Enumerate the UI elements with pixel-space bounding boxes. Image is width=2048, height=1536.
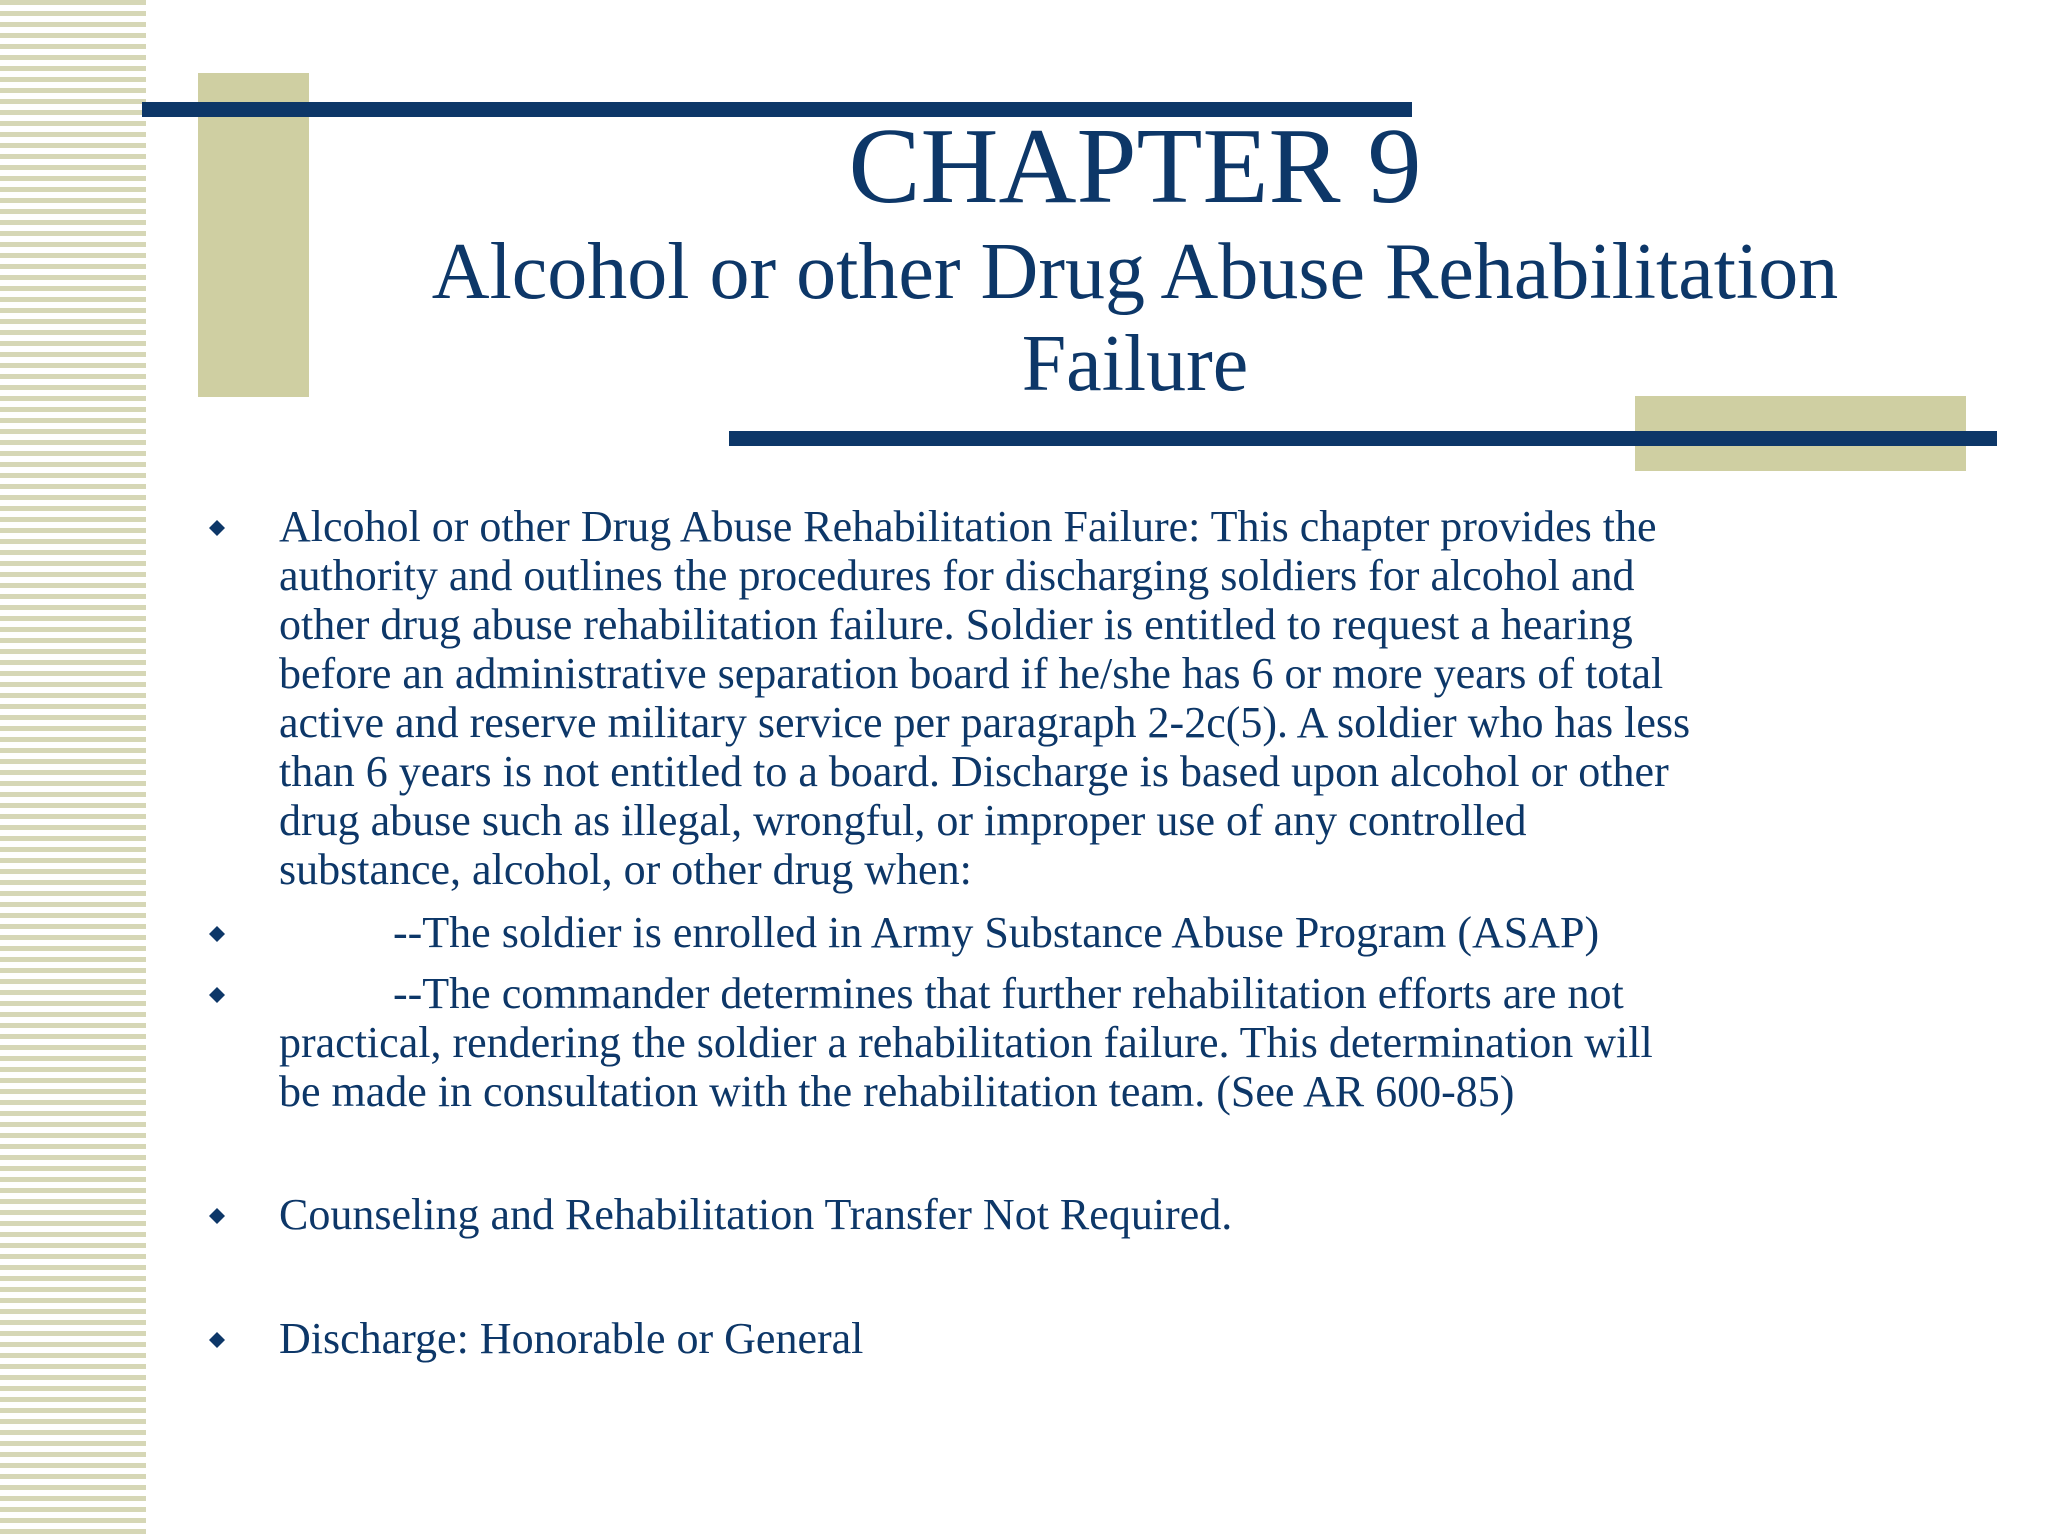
- bullet-text-asap: --The soldier is enrolled in Army Substance Abuse Program (ASAP): [393, 908, 1600, 957]
- diamond-bullet-icon: [207, 1330, 227, 1350]
- bullet-text-counseling: Counseling and Rehabilitation Transfer Not Required.: [279, 1190, 1233, 1239]
- chapter-subtitle-line-1: Alcohol or other Drug Abuse Rehabilitation: [431, 228, 1839, 316]
- bullet-text-commander-line-1: --The commander determines that further rehabilitation efforts are not: [393, 969, 1624, 1018]
- bullet-text-commander-rest: practical, rendering the soldier a rehabilitation failure. This determination will be made in consultation with the rehabilitation team. (See AR 600-85): [279, 1018, 1653, 1116]
- chapter-heading: CHAPTER 9: [848, 107, 1422, 226]
- bullet-item: [279, 969, 1959, 1116]
- bullet-text-overview: Alcohol or other Drug Abuse Rehabilitation Failure: This chapter provides the authority and outlines the procedures for discharging soldiers for alcohol and other drug abuse rehabilitation failure. Soldier is entitled to request a hearing before an administrative separation board if he/she has 6 or more years of total active and reserve military service per paragraph 2-2c(5). A soldier who has less than 6 years is not entitled to a board. Discharge is based upon alcohol or other drug abuse such as illegal, wrongful, or improper use of any controlled substance, alcohol, or other drug when:: [279, 502, 1691, 894]
- diamond-bullet-icon: [207, 924, 227, 944]
- diamond-bullet-icon: [207, 985, 227, 1005]
- diamond-bullet-icon: [207, 1206, 227, 1226]
- diamond-bullet-icon: [207, 518, 227, 538]
- bullet-text-discharge: Discharge: Honorable or General: [279, 1314, 864, 1363]
- bullet-item: [279, 908, 1959, 957]
- chapter-subtitle-line-2: Failure: [1021, 320, 1249, 408]
